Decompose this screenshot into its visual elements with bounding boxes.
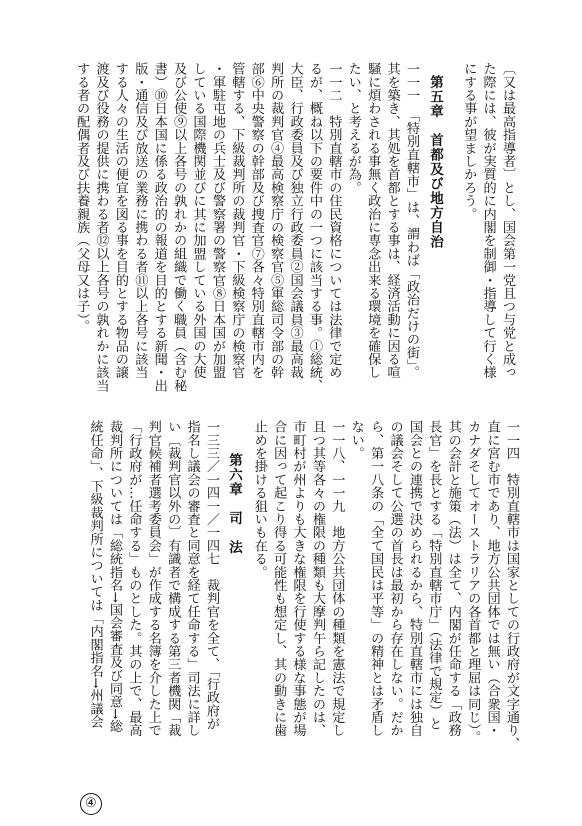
text-line: 合に因って起こり得る可能性も想定し、其の動きに歯 bbox=[271, 420, 287, 737]
text-line: 其の会計と施策（法）は全て、内閣が任命する「政務 bbox=[445, 420, 461, 737]
text-line: にする事が望ましかろう。 bbox=[461, 62, 477, 221]
text-line: 其を築き、其処を首都とする事は、経済活動に因る喧 bbox=[384, 62, 400, 379]
text-line: 一三三／一四一／一四七 裁判官を全て、「行政府が bbox=[204, 420, 219, 731]
text-line: 及び公使⑨以上各号の孰れかの組織で働く職員（含む秘 bbox=[171, 62, 187, 392]
text-line: い〔裁判官以外の〕有識者で構成する第三者機関「裁 bbox=[165, 420, 181, 737]
text-line: たい、と考えるが為。 bbox=[345, 62, 361, 194]
text-line: する者の配偶者及び扶養親族（父母又は子）。 bbox=[74, 62, 90, 333]
text-block-bottom-b bbox=[81, 420, 221, 756]
text-line: 一一一 「特別直轄市」は、謂わば「政治だけの街」。 bbox=[404, 62, 419, 379]
text-line: 渡及び役務の提供に携わる者⑫以上各号の孰れかに該当 bbox=[93, 62, 109, 392]
text-block-bottom-a bbox=[246, 420, 521, 756]
text-line: 且つ其等各々の権限の種類も大摩判午ら記したのは、 bbox=[309, 420, 325, 737]
text-line: 市町村が州よりも大きな権限を行使する様な事態が場 bbox=[290, 420, 306, 737]
text-line: 判所の裁判官④最高検察庁の検察官⑤軍総司令部の幹 bbox=[268, 62, 284, 379]
text-line: 止めを掛ける狙いも在る。 bbox=[251, 420, 267, 579]
text-line: た際には、彼が実質的に内閣を制御・指導して行く様 bbox=[480, 62, 496, 379]
text-line: 一一八、一一九 地方公共団体の種類を憲法で規定し bbox=[329, 420, 345, 737]
text-block-top-a bbox=[457, 62, 517, 398]
text-line: ・軍駐屯地の兵士及び警察署の警察官⑧日本国が加盟 bbox=[209, 62, 225, 379]
text-line: 「行政府が…任命する」ものとした。其の上で、最高 bbox=[126, 420, 142, 737]
text-line: カナダそしてオーストラリアの各首都と理屈は同じ）。 bbox=[465, 420, 481, 744]
text-line: 一一二 特別直轄市の住民資格については法律で定め bbox=[326, 62, 342, 379]
text-line: 騒に煩わされる事無く政治に専念出来る環境を確保し bbox=[365, 62, 381, 379]
text-line: 版・通信及び放送の業務に携わる者⑪以上各号に該当 bbox=[132, 62, 148, 379]
text-line: 部⑥中央警察の幹部及び捜査官⑦各々特別直轄市内を bbox=[248, 62, 264, 379]
text-line: 判官候補者選考委員会」が作成する名簿を介した上で bbox=[145, 420, 161, 737]
text-line: する人々の生活の便宜を図る事を目的とする物品の譲 bbox=[112, 62, 128, 379]
text-line: るが、概ね以下の要件中の一つに該当する事。①総統、 bbox=[306, 62, 322, 392]
text-line: ら、第一八条の「全て国民は平等」の精神とは矛盾し bbox=[368, 420, 384, 737]
text-line: 管轄する、下級裁判所の裁判官・下級検察庁の検察官 bbox=[229, 62, 245, 379]
text-line: の議会そして公選の首長は最初から存在しない。だか bbox=[387, 420, 403, 737]
text-block-top-b bbox=[69, 62, 421, 398]
text-line: 大臣、行政委員及び独立行政委員②国会議員③最高裁 bbox=[287, 62, 303, 379]
page-number: ④ bbox=[80, 793, 102, 815]
text-line: 指名し議会の審査と同意を経て任命する」司法に詳し bbox=[184, 420, 200, 737]
text-line: 一一四 特別直轄市は国家としての行政府が文字通り、 bbox=[504, 420, 519, 750]
chapter-6-heading: 第六章 司 法 bbox=[226, 453, 242, 555]
text-line: 〔又は最高指導者〕とし、国会第一党且つ与党と成っ bbox=[500, 62, 515, 379]
text-line: 国会との連携で決められるから、特別直轄市には独自 bbox=[406, 420, 422, 737]
text-line: 裁判所については「総統指名→国会審査及び同意→総 bbox=[106, 420, 122, 733]
chapter-5-heading: 第五章 首都及び地方自治 bbox=[427, 75, 443, 249]
text-line: 直に宮む市であり、地方公共団体では無い（合衆国・ bbox=[484, 420, 500, 737]
text-line: している国際機関並びに其に加盟している外国の大使 bbox=[190, 62, 206, 379]
text-line: 長官」を長とする「特別直轄市庁」（法律で規定）と bbox=[426, 420, 442, 731]
text-line: 統任命」、下級裁判所については「内閣指名→州議会 bbox=[87, 420, 103, 729]
text-line: ない。 bbox=[348, 420, 364, 460]
text-line: 書）⑩日本国に係る政治的の報道を目的とする新聞・出 bbox=[151, 62, 167, 392]
